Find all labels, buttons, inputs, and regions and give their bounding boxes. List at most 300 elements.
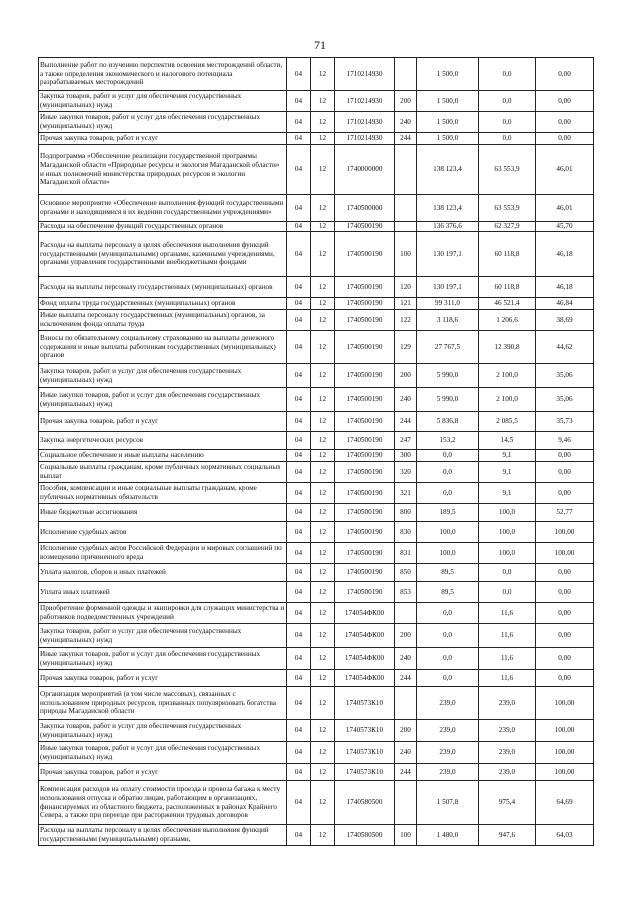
page-number: 71: [314, 38, 326, 52]
row-executed-amount: 975,4: [479, 781, 536, 825]
row-plan-amount: 239,0: [417, 764, 479, 781]
row-plan-amount: 130 197,1: [417, 232, 479, 277]
row-executed-amount: 2 100,0: [479, 364, 536, 388]
table-row: [39, 432, 594, 450]
row-percent: 0,00: [536, 670, 594, 687]
row-name: Иные закупки товаров, работ и услуг для обеспечения государственных (муниципальных) нужд: [39, 112, 287, 133]
row-executed-amount: 9,1: [479, 462, 536, 483]
row-percent: 0,00: [536, 462, 594, 483]
table-row: [39, 624, 594, 648]
row-name: Социальное обеспечение и иные выплаты населению: [39, 450, 287, 462]
row-plan-amount: 0,0: [417, 483, 479, 504]
row-percent: 0,00: [536, 564, 594, 582]
table-row: [39, 298, 594, 310]
row-rz: 04: [287, 720, 311, 742]
row-plan-amount: 3 118,6: [417, 310, 479, 331]
row-vr: 853: [395, 582, 417, 603]
row-vr: 129: [395, 331, 417, 364]
row-percent: 0,00: [536, 58, 594, 91]
row-percent: 0,00: [536, 112, 594, 133]
row-rz: 04: [287, 543, 311, 564]
row-percent: 100,00: [536, 687, 594, 720]
row-vr: 200: [395, 624, 417, 648]
budget-table-body: [39, 58, 594, 846]
row-name: Фонд оплаты труда государственных (муниципальных) органов: [39, 298, 287, 310]
row-percent: 9,46: [536, 432, 594, 450]
row-rz: 04: [287, 195, 311, 222]
row-plan-amount: 130 197,1: [417, 277, 479, 298]
row-rz: 04: [287, 277, 311, 298]
row-name: Расходы на обеспечение функций государственных органов: [39, 222, 287, 232]
row-rz: 04: [287, 331, 311, 364]
row-csr: 1740500190: [335, 450, 395, 462]
row-name: Взносы по обязательному социальному страхованию на выплаты денежного содержания и иные выплаты работникам государственных (муниципальных) органов: [39, 331, 287, 364]
row-rz: 04: [287, 364, 311, 388]
row-executed-amount: 11,6: [479, 648, 536, 670]
row-percent: 0,00: [536, 483, 594, 504]
row-vr: 200: [395, 364, 417, 388]
row-name: Выполнение работ по изучению перспектив освоения месторождений области, а также определения экономического и налогового потенциала разрабатываемых месторождений: [39, 58, 287, 91]
row-plan-amount: 1 507,8: [417, 781, 479, 825]
row-percent: 35,73: [536, 412, 594, 432]
table-row: [39, 112, 594, 133]
row-plan-amount: 0,0: [417, 603, 479, 624]
row-rz: 04: [287, 388, 311, 412]
table-row: [39, 764, 594, 781]
row-executed-amount: 11,6: [479, 624, 536, 648]
row-pr: 12: [311, 522, 335, 543]
row-vr: 850: [395, 564, 417, 582]
row-pr: 12: [311, 277, 335, 298]
row-pr: 12: [311, 195, 335, 222]
table-row: [39, 145, 594, 195]
row-csr: 174054ФК00: [335, 648, 395, 670]
table-row: [39, 232, 594, 277]
row-pr: 12: [311, 483, 335, 504]
row-csr: 1740500190: [335, 564, 395, 582]
table-row: [39, 450, 594, 462]
row-csr: 1740500190: [335, 364, 395, 388]
row-rz: 04: [287, 145, 311, 195]
row-rz: 04: [287, 624, 311, 648]
row-vr: 244: [395, 764, 417, 781]
row-csr: 1740000000: [335, 145, 395, 195]
row-rz: 04: [287, 432, 311, 450]
row-pr: 12: [311, 582, 335, 603]
row-rz: 04: [287, 58, 311, 91]
row-rz: 04: [287, 483, 311, 504]
row-name: Приобретение форменной одежды и экипировки для служащих министерства и работников подведомственных учреждений: [39, 603, 287, 624]
row-executed-amount: 2 085,5: [479, 412, 536, 432]
row-rz: 04: [287, 450, 311, 462]
row-rz: 04: [287, 222, 311, 232]
row-name: Организация мероприятий (в том числе массовых), связанных с использованием природных ресурсов, призванных популяризовать богатства природы Магаданской области: [39, 687, 287, 720]
table-row: [39, 648, 594, 670]
row-vr: 831: [395, 543, 417, 564]
row-vr: 320: [395, 462, 417, 483]
row-rz: 04: [287, 564, 311, 582]
row-csr: 1740500190: [335, 277, 395, 298]
row-plan-amount: 138 123,4: [417, 195, 479, 222]
row-csr: 1740500190: [335, 310, 395, 331]
row-plan-amount: 99 311,0: [417, 298, 479, 310]
row-vr: 830: [395, 522, 417, 543]
row-vr: [395, 222, 417, 232]
row-vr: 240: [395, 112, 417, 133]
row-name: Иные бюджетные ассигнования: [39, 504, 287, 522]
row-vr: 244: [395, 670, 417, 687]
table-row: [39, 310, 594, 331]
table-row: [39, 603, 594, 624]
row-name: Основное мероприятие «Обеспечение выполнения функций государственными органами и находящимися в их ведении государственными учреждениями»: [39, 195, 287, 222]
row-plan-amount: 89,5: [417, 564, 479, 582]
row-plan-amount: 239,0: [417, 687, 479, 720]
row-rz: 04: [287, 133, 311, 145]
table-row: [39, 58, 594, 91]
row-rz: 04: [287, 91, 311, 112]
row-pr: 12: [311, 825, 335, 846]
row-plan-amount: 1 500,0: [417, 58, 479, 91]
row-executed-amount: 63 553,9: [479, 195, 536, 222]
row-executed-amount: 9,1: [479, 450, 536, 462]
row-csr: 174054ФК00: [335, 603, 395, 624]
row-csr: 1740500190: [335, 222, 395, 232]
row-pr: 12: [311, 781, 335, 825]
row-name: Иные закупки товаров, работ и услуг для обеспечения государственных (муниципальных) нужд: [39, 648, 287, 670]
row-executed-amount: 9,1: [479, 483, 536, 504]
table-row: [39, 564, 594, 582]
row-percent: 0,00: [536, 450, 594, 462]
row-percent: 35,06: [536, 388, 594, 412]
row-rz: 04: [287, 310, 311, 331]
row-name: Социальные выплаты гражданам, кроме публичных нормативных социальных выплат: [39, 462, 287, 483]
row-vr: 100: [395, 825, 417, 846]
row-executed-amount: 46 521,4: [479, 298, 536, 310]
row-executed-amount: 239,0: [479, 742, 536, 764]
row-vr: 240: [395, 648, 417, 670]
row-percent: 0,00: [536, 91, 594, 112]
row-name: Прочая закупка товаров, работ и услуг: [39, 412, 287, 432]
row-pr: 12: [311, 232, 335, 277]
row-csr: 1740573К10: [335, 687, 395, 720]
row-vr: 800: [395, 504, 417, 522]
row-name: Закупка товаров, работ и услуг для обеспечения государственных (муниципальных) нужд: [39, 91, 287, 112]
row-name: Закупка товаров, работ и услуг для обеспечения государственных (муниципальных) нужд: [39, 624, 287, 648]
row-name: Иные выплаты персоналу государственных (муниципальных) органов, за исключением фонда оплаты труда: [39, 310, 287, 331]
row-csr: 1740580500: [335, 825, 395, 846]
row-csr: 1740573К10: [335, 742, 395, 764]
row-vr: 244: [395, 412, 417, 432]
row-csr: 174054ФК00: [335, 670, 395, 687]
row-plan-amount: 239,0: [417, 742, 479, 764]
row-pr: 12: [311, 720, 335, 742]
row-vr: 247: [395, 432, 417, 450]
row-vr: 300: [395, 450, 417, 462]
row-name: Компенсация расходов на оплату стоимости проезда и провоза багажа к месту использования отпуска и обратно лицам, работающим в организациях, финансируемых из областного бюджета, расположенных в районах Крайнего Севера, а также при переезде при расторжении трудовых договоров: [39, 781, 287, 825]
row-executed-amount: 0,0: [479, 582, 536, 603]
table-row: [39, 91, 594, 112]
row-executed-amount: 100,0: [479, 504, 536, 522]
row-name: Прочая закупка товаров, работ и услуг: [39, 764, 287, 781]
row-executed-amount: 14,5: [479, 432, 536, 450]
row-rz: 04: [287, 112, 311, 133]
row-csr: 1740500190: [335, 388, 395, 412]
row-name: Закупка энергетических ресурсов: [39, 432, 287, 450]
row-vr: [395, 781, 417, 825]
row-plan-amount: 239,0: [417, 720, 479, 742]
row-pr: 12: [311, 564, 335, 582]
row-plan-amount: 1 500,0: [417, 91, 479, 112]
row-pr: 12: [311, 412, 335, 432]
table-row: [39, 388, 594, 412]
row-pr: 12: [311, 603, 335, 624]
row-vr: [395, 145, 417, 195]
row-pr: 12: [311, 450, 335, 462]
row-executed-amount: 62 327,9: [479, 222, 536, 232]
row-executed-amount: 2 100,0: [479, 388, 536, 412]
table-row: [39, 522, 594, 543]
row-rz: 04: [287, 648, 311, 670]
table-row: [39, 462, 594, 483]
row-executed-amount: 1 206,6: [479, 310, 536, 331]
row-percent: 0,00: [536, 582, 594, 603]
row-percent: 100,00: [536, 720, 594, 742]
row-percent: 64,03: [536, 825, 594, 846]
row-plan-amount: 5 836,8: [417, 412, 479, 432]
row-pr: 12: [311, 58, 335, 91]
row-name: Иные закупки товаров, работ и услуг для обеспечения государственных (муниципальных) нужд: [39, 742, 287, 764]
row-plan-amount: 0,0: [417, 648, 479, 670]
table-row: [39, 133, 594, 145]
row-plan-amount: 100,0: [417, 522, 479, 543]
row-name: Расходы на выплаты персоналу в целях обеспечения выполнения функций государственными (муниципальными) органами, казенными учреждениями, органами управления государственными внебюджетными фондами: [39, 232, 287, 277]
row-percent: 100,00: [536, 742, 594, 764]
row-vr: 244: [395, 133, 417, 145]
row-vr: [395, 58, 417, 91]
row-name: Исполнение судебных актов: [39, 522, 287, 543]
row-percent: 100,00: [536, 764, 594, 781]
row-rz: 04: [287, 298, 311, 310]
row-pr: 12: [311, 742, 335, 764]
row-percent: 64,69: [536, 781, 594, 825]
row-plan-amount: 138 123,4: [417, 145, 479, 195]
row-executed-amount: 100,0: [479, 543, 536, 564]
row-executed-amount: 0,0: [479, 133, 536, 145]
row-executed-amount: 60 118,8: [479, 277, 536, 298]
row-name: Уплата иных платежей: [39, 582, 287, 603]
row-plan-amount: 100,0: [417, 543, 479, 564]
row-percent: 0,00: [536, 624, 594, 648]
row-rz: 04: [287, 781, 311, 825]
row-pr: 12: [311, 462, 335, 483]
row-name: Закупка товаров, работ и услуг для обеспечения государственных (муниципальных) нужд: [39, 720, 287, 742]
row-plan-amount: 136 376,6: [417, 222, 479, 232]
row-executed-amount: 0,0: [479, 91, 536, 112]
row-plan-amount: 5 990,0: [417, 388, 479, 412]
row-executed-amount: 239,0: [479, 687, 536, 720]
row-pr: 12: [311, 624, 335, 648]
row-name: Подпрограмма «Обеспечение реализации государственной программы Магаданской области «Природные ресурсы и экология Магаданской области» и иных полномочий министерства природных ресурсов и экологии Магаданской области»: [39, 145, 287, 195]
row-percent: 100,00: [536, 543, 594, 564]
table-row: [39, 483, 594, 504]
row-pr: 12: [311, 298, 335, 310]
row-percent: 52,77: [536, 504, 594, 522]
row-percent: 46,01: [536, 145, 594, 195]
row-percent: 44,62: [536, 331, 594, 364]
row-vr: [395, 687, 417, 720]
row-percent: 46,84: [536, 298, 594, 310]
row-rz: 04: [287, 825, 311, 846]
row-percent: 45,70: [536, 222, 594, 232]
row-percent: 0,00: [536, 603, 594, 624]
row-csr: 1710214930: [335, 58, 395, 91]
table-row: [39, 504, 594, 522]
table-row: [39, 825, 594, 846]
row-executed-amount: 239,0: [479, 720, 536, 742]
row-pr: 12: [311, 364, 335, 388]
table-row: [39, 670, 594, 687]
row-csr: 1740500190: [335, 483, 395, 504]
row-csr: 1710214930: [335, 112, 395, 133]
row-plan-amount: 0,0: [417, 670, 479, 687]
row-rz: 04: [287, 232, 311, 277]
row-csr: 1740580500: [335, 781, 395, 825]
row-vr: 100: [395, 232, 417, 277]
row-executed-amount: 100,0: [479, 522, 536, 543]
table-row: [39, 277, 594, 298]
row-vr: 120: [395, 277, 417, 298]
row-name: Пособия, компенсации и иные социальные выплаты гражданам, кроме публичных нормативных обязательств: [39, 483, 287, 504]
row-plan-amount: 1 500,0: [417, 112, 479, 133]
row-executed-amount: 12 390,8: [479, 331, 536, 364]
table-row: [39, 364, 594, 388]
row-rz: 04: [287, 687, 311, 720]
table-row: [39, 720, 594, 742]
row-rz: 04: [287, 522, 311, 543]
row-pr: 12: [311, 331, 335, 364]
row-csr: 1740500190: [335, 412, 395, 432]
row-vr: 121: [395, 298, 417, 310]
row-plan-amount: 0,0: [417, 462, 479, 483]
row-percent: 0,00: [536, 133, 594, 145]
row-plan-amount: 1 500,0: [417, 133, 479, 145]
row-plan-amount: 0,0: [417, 624, 479, 648]
row-csr: 1740500190: [335, 582, 395, 603]
table-row: [39, 195, 594, 222]
row-csr: 1740500190: [335, 522, 395, 543]
row-csr: 1740500190: [335, 432, 395, 450]
row-name: Закупка товаров, работ и услуг для обеспечения государственных (муниципальных) нужд: [39, 364, 287, 388]
row-pr: 12: [311, 222, 335, 232]
table-row: [39, 543, 594, 564]
row-rz: 04: [287, 764, 311, 781]
row-executed-amount: 0,0: [479, 58, 536, 91]
row-executed-amount: 63 553,9: [479, 145, 536, 195]
row-name: Исполнение судебных актов Российской Федерации и мировых соглашений по возмещению причиненного вреда: [39, 543, 287, 564]
row-plan-amount: 1 480,0: [417, 825, 479, 846]
row-vr: [395, 195, 417, 222]
row-executed-amount: 0,0: [479, 564, 536, 582]
row-name: Прочая закупка товаров, работ и услуг: [39, 670, 287, 687]
row-executed-amount: 239,0: [479, 764, 536, 781]
row-csr: 1740500190: [335, 504, 395, 522]
row-executed-amount: 0,0: [479, 112, 536, 133]
row-plan-amount: 89,5: [417, 582, 479, 603]
row-executed-amount: 11,6: [479, 603, 536, 624]
row-vr: 321: [395, 483, 417, 504]
row-csr: 1710214930: [335, 91, 395, 112]
row-vr: 240: [395, 388, 417, 412]
row-csr: 1740500190: [335, 462, 395, 483]
table-row: [39, 687, 594, 720]
row-pr: 12: [311, 648, 335, 670]
row-percent: 46,18: [536, 232, 594, 277]
row-vr: 200: [395, 91, 417, 112]
row-plan-amount: 189,5: [417, 504, 479, 522]
row-pr: 12: [311, 133, 335, 145]
row-csr: 1710214930: [335, 133, 395, 145]
row-pr: 12: [311, 670, 335, 687]
row-plan-amount: 0,0: [417, 450, 479, 462]
row-rz: 04: [287, 670, 311, 687]
table-row: [39, 742, 594, 764]
row-name: Прочая закупка товаров, работ и услуг: [39, 133, 287, 145]
row-name: Иные закупки товаров, работ и услуг для обеспечения государственных (муниципальных) нужд: [39, 388, 287, 412]
row-pr: 12: [311, 388, 335, 412]
row-csr: 174054ФК00: [335, 624, 395, 648]
table-row: [39, 781, 594, 825]
row-rz: 04: [287, 742, 311, 764]
budget-table: [38, 57, 594, 846]
row-name: Уплата налогов, сборов и иных платежей: [39, 564, 287, 582]
row-percent: 0,00: [536, 648, 594, 670]
row-csr: 1740500000: [335, 195, 395, 222]
row-rz: 04: [287, 504, 311, 522]
row-csr: 1740500190: [335, 543, 395, 564]
row-csr: 1740573К10: [335, 720, 395, 742]
row-plan-amount: 27 767,5: [417, 331, 479, 364]
row-csr: 1740500190: [335, 298, 395, 310]
row-csr: 1740500190: [335, 232, 395, 277]
row-vr: 200: [395, 720, 417, 742]
row-percent: 46,01: [536, 195, 594, 222]
row-pr: 12: [311, 310, 335, 331]
row-executed-amount: 60 118,8: [479, 232, 536, 277]
row-name: Расходы на выплаты персоналу в целях обеспечения выполнения функций государственными (муниципальными) органами,: [39, 825, 287, 846]
row-pr: 12: [311, 764, 335, 781]
row-percent: 38,69: [536, 310, 594, 331]
row-plan-amount: 5 990,0: [417, 364, 479, 388]
table-row: [39, 412, 594, 432]
row-percent: 100,00: [536, 522, 594, 543]
row-vr: [395, 603, 417, 624]
row-rz: 04: [287, 412, 311, 432]
row-rz: 04: [287, 462, 311, 483]
row-rz: 04: [287, 603, 311, 624]
row-vr: 122: [395, 310, 417, 331]
table-row: [39, 222, 594, 232]
row-name: Расходы на выплаты персоналу государственных (муниципальных) органов: [39, 277, 287, 298]
table-row: [39, 331, 594, 364]
row-rz: 04: [287, 582, 311, 603]
row-csr: 1740573К10: [335, 764, 395, 781]
row-executed-amount: 947,6: [479, 825, 536, 846]
row-pr: 12: [311, 543, 335, 564]
row-pr: 12: [311, 112, 335, 133]
row-plan-amount: 153,2: [417, 432, 479, 450]
row-pr: 12: [311, 687, 335, 720]
row-pr: 12: [311, 504, 335, 522]
